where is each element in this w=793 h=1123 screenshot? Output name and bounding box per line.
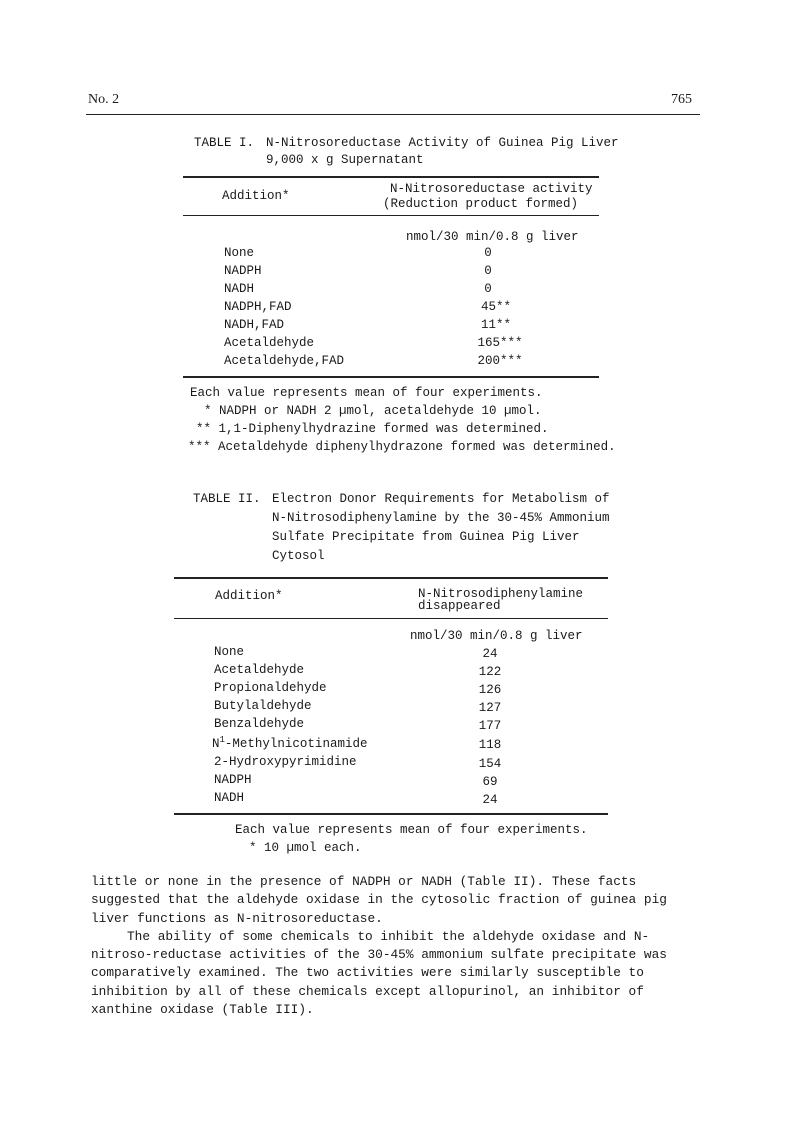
page-number: 765 [671,92,692,107]
table-2-row-6-addition [212,736,367,752]
table-1-row-5-value: 11** [480,318,511,332]
header-rule [86,114,700,115]
table-2-row-3-addition: Propionaldehyde [214,681,327,695]
table-1-row-6-value: 165*** [477,336,523,350]
table-2-row-7-addition: 2-Hydroxypyrimidine [214,755,357,769]
table-1-caption-line-2: 9,000 x g Supernatant [266,153,424,167]
body-text [91,873,701,1019]
table-2-caption-line-1: Electron Donor Requirements for Metabolism of [272,492,610,506]
table-2-row-6-value: 118 [478,738,502,752]
table-1-col2-header-line1: N-Nitrosoreductase activity [390,182,593,196]
table-1-caption-label: TABLE I. [194,136,255,150]
table-1-row-7-value: 200*** [477,354,523,368]
table-2-col2-header-line2: disappeared [418,599,501,613]
table-2-row-3-value: 126 [478,683,502,697]
table-2-caption-line-2: N-Nitrosodiphenylamine by the 30-45% Ammonium [272,511,610,525]
table-1-row-6-addition: Acetaldehyde [224,336,315,350]
table-1-header-rule [183,215,599,216]
table-2-col2-header-line1: N-Nitrosodiphenylamine [418,587,584,601]
body-paragraph-2: The ability of some chemicals to inhibit the aldehyde oxidase and N-nitroso-reductase activities of the 30-45% ammonium sulfate precipitate was comparatively examined. The two activities were similarly susceptible to inhibition by all of these chemicals except allopurinol, an inhibitor of xanthine oxidase (Table III). [91,928,667,1018]
table-2-caption-line-3: Sulfate Precipitate from Guinea Pig Liver [272,530,580,544]
table-2-row-6-superscript: 1 [219,735,225,745]
table-2-row-4-value: 127 [478,701,502,715]
table-1-row-2-addition: NADPH [224,264,262,278]
table-2-caption-label: TABLE II. [193,492,261,506]
table-2-bottom-rule [174,813,608,815]
table-1-row-4-addition: NADPH,FAD [224,300,292,314]
table-1-note-2: * NADPH or NADH 2 µmol, acetaldehyde 10 µmol. [204,404,542,418]
table-1-note-4: *** Acetaldehyde diphenylhydrazone formed was determined. [188,440,616,454]
table-2-row-6-prefix: N [212,737,220,751]
running-header-left: No. 2 [88,92,120,107]
table-2-row-1-value: 24 [482,647,498,661]
table-1-note-3: ** 1,1-Diphenylhydrazine formed was determined. [196,422,549,436]
table-2-row-5-addition: Benzaldehyde [214,717,305,731]
table-2-row-8-value: 69 [482,775,498,789]
table-1-row-5-addition: NADH,FAD [224,318,285,332]
table-2-col1-header: Addition* [215,589,283,603]
table-1-row-2-value: 0 [484,264,492,278]
table-2-caption-line-4: Cytosol [272,549,325,563]
table-2-row-5-value: 177 [478,719,502,733]
table-1-top-rule [183,176,599,178]
table-2-row-6-name: -Methylnicotinamide [224,737,368,751]
table-2-row-9-value: 24 [482,793,498,807]
table-1-col1-header: Addition* [222,189,290,203]
table-2-note-1: Each value represents mean of four experiments. [235,823,588,837]
table-1-row-1-addition: None [224,246,255,260]
table-1-bottom-rule [183,376,599,378]
table-1-row-3-value: 0 [484,282,492,296]
table-2-row-7-value: 154 [478,757,502,771]
table-2-row-4-addition: Butylaldehyde [214,699,312,713]
table-2-row-9-addition: NADH [214,791,245,805]
table-2-unit: nmol/30 min/0.8 g liver [410,629,583,643]
table-1-note-1: Each value represents mean of four experiments. [190,386,543,400]
table-1-row-1-value: 0 [484,246,492,260]
table-1-caption-line-1: N-Nitrosoreductase Activity of Guinea Pig Liver [266,136,619,150]
table-1-unit: nmol/30 min/0.8 g liver [406,230,579,244]
table-2-top-rule [174,577,608,579]
table-1-row-3-addition: NADH [224,282,255,296]
table-2-header-rule [174,618,608,619]
table-2-row-2-addition: Acetaldehyde [214,663,305,677]
table-2-row-2-value: 122 [478,665,502,679]
table-1-col2-header-line2: (Reduction product formed) [383,197,579,211]
body-paragraph-1: little or none in the presence of NADPH or NADH (Table II). These facts suggested that the aldehyde oxidase in the cytosolic fraction of guinea pig liver functions as N-nitrosoreductase. [91,874,667,926]
table-2-row-1-addition: None [214,645,245,659]
table-2-note-2: * 10 µmol each. [249,841,362,855]
table-1-row-4-value: 45** [480,300,511,314]
table-2-row-8-addition: NADPH [214,773,252,787]
table-1-row-7-addition: Acetaldehyde,FAD [224,354,345,368]
